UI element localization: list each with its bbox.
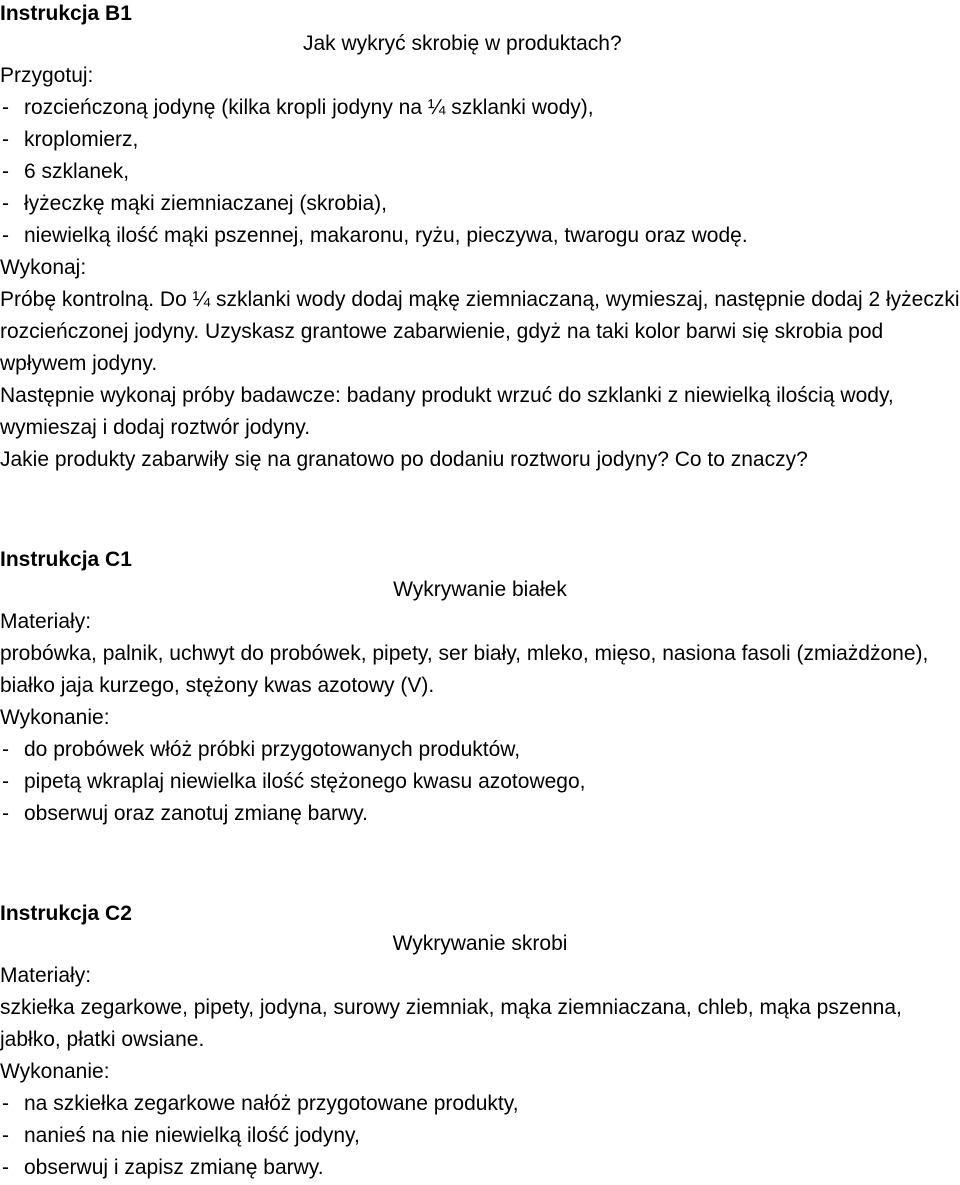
list-item: - 6 szklanek, — [0, 156, 960, 188]
do-label: Wykonaj: — [0, 256, 87, 279]
paragraph-control-test: Próbę kontrolną. Do ¼ szklanki wody dodaj mąkę ziemniaczaną, wymieszaj, następnie dodaj 2 łyżeczki rozcieńczonej jodyny. Uzyskasz grantowe zabarwienie, gdyż na taki kolor barwi się skrobia pod wpływem jodyny. — [0, 288, 960, 375]
subtitle-c2: Wykrywanie skrobi — [392, 932, 568, 955]
procedure-list — [0, 1088, 960, 1184]
list-item: - kroplomierz, — [0, 124, 960, 156]
prepare-label: Przygotuj: — [0, 64, 94, 87]
section-instrukcja-b1 — [0, 0, 960, 476]
list-item: - łyżeczkę mąki ziemniaczanej (skrobia), — [0, 188, 960, 220]
list-item: - pipetą wkraplaj niewielka ilość stężonego kwasu azotowego, — [0, 766, 960, 798]
list-item: - do probówek włóż próbki przygotowanych produktów, — [0, 734, 960, 766]
materials-label: Materiały: — [0, 964, 92, 987]
heading-b1: Instrukcja B1 — [0, 2, 132, 25]
prepare-list — [0, 92, 960, 252]
paragraph-question: Jakie produkty zabarwiły się na granatowo po dodaniu roztworu jodyny? Co to znaczy? — [0, 448, 808, 471]
heading-c2: Instrukcja C2 — [0, 902, 132, 925]
list-item: - obserwuj oraz zanotuj zmianę barwy. — [0, 798, 960, 830]
list-item: - obserwuj i zapisz zmianę barwy. — [0, 1152, 960, 1184]
paragraph-research-test: Następnie wykonaj próby badawcze: badany produkt wrzuć do szklanki z niewielką ilością wody, wymieszaj i dodaj roztwór jodyny. — [0, 384, 894, 439]
procedure-list — [0, 734, 960, 830]
procedure-label: Wykonanie: — [0, 1060, 110, 1083]
heading-c1: Instrukcja C1 — [0, 548, 132, 571]
materials-label: Materiały: — [0, 610, 92, 633]
section-instrukcja-c2 — [0, 900, 960, 1184]
subtitle-b1: Jak wykryć skrobię w produktach? — [303, 32, 622, 55]
procedure-label: Wykonanie: — [0, 706, 110, 729]
list-item: - rozcieńczoną jodynę (kilka kropli jodyny na ¼ szklanki wody), — [0, 92, 960, 124]
list-item: - niewielką ilość mąki pszennej, makaronu, ryżu, pieczywa, twarogu oraz wodę. — [0, 220, 960, 252]
materials-text: probówka, palnik, uchwyt do probówek, pipety, ser biały, mleko, mięso, nasiona fasoli (zmiażdżone), białko jaja kurzego, stężony kwas azotowy (V). — [0, 642, 929, 697]
list-item: - nanieś na nie niewielką ilość jodyny, — [0, 1120, 960, 1152]
materials-text: szkiełka zegarkowe, pipety, jodyna, surowy ziemniak, mąka ziemniaczana, chleb, mąka pszenna, jabłko, płatki owsiane. — [0, 996, 902, 1051]
section-instrukcja-c1 — [0, 546, 960, 830]
list-item: - na szkiełka zegarkowe nałóż przygotowane produkty, — [0, 1088, 960, 1120]
subtitle-c1: Wykrywanie białek — [393, 578, 567, 601]
